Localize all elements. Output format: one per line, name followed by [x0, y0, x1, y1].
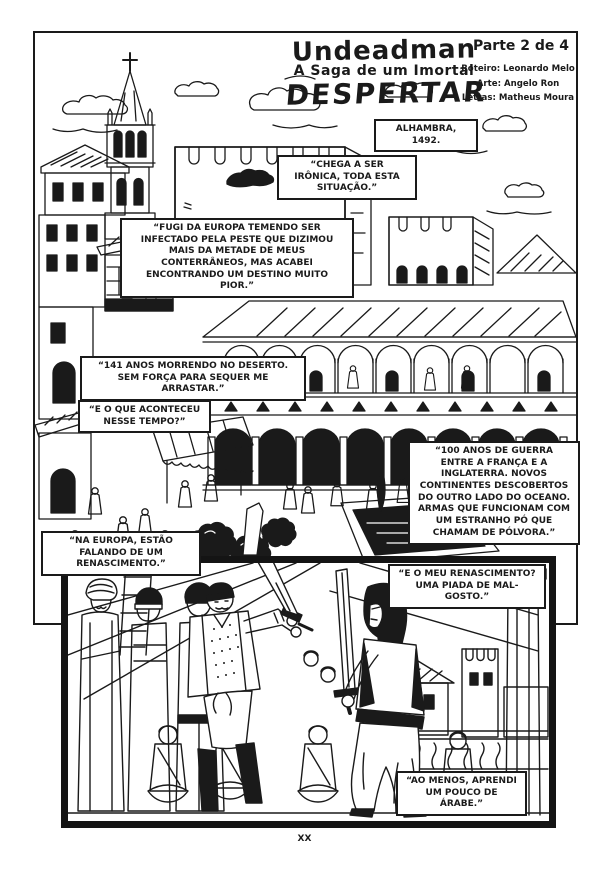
series-subtitle: A Saga de um Imortal [293, 63, 475, 79]
caption-arabic: “AO MENOS, APRENDI UM POUCO DE ÁRABE.” [396, 771, 527, 816]
caption-question: “E O QUE ACONTECEU NESSE TEMPO?” [78, 400, 211, 433]
fighter-left [188, 563, 312, 811]
credit-letterer: Letras: Matheus Moura [461, 93, 575, 104]
caption-renaissance: “NA EUROPA, ESTÃO FALANDO DE UM RENASCIMENTO.” [41, 531, 201, 576]
caption-war: “100 ANOS DE GUERRA ENTRE A FRANÇA E A INGLATERRA. NOVOS CONTINENTES DESCOBERTOS DO OUTRO LADO DO OCEANO. ARMAS QUE FUNCIONAM COM UM ESTRANHO PÓ QUE CHAMAM DE PÓLVORA.” [408, 441, 580, 545]
caption-bad-joke: “E O MEU RENASCIMENTO? UMA PIADA DE MAL-GOSTO.” [388, 564, 546, 609]
story-title: DESPERTAR [284, 75, 489, 112]
part-label: Parte 2 de 4 [472, 38, 570, 54]
caption-plague: “FUGI DA EUROPA TEMENDO SER INFECTADO PELA PESTE QUE DIZIMOU MAIS DA METADE DE MEUS CONTERRÂNEOS, MAS ACABEI ENCONTRANDO UM DESTINO MUITO PIOR.” [120, 218, 354, 298]
caption-location: ALHAMBRA, 1492. [374, 119, 478, 152]
caption-ironic: “CHEGA A SER IRÔNICA, TODA ESTA SITUAÇÃO.” [277, 155, 417, 200]
caption-desert: “141 ANOS MORRENDO NO DESERTO. SEM FORÇA PARA SEQUER ME ARRASTAR.” [80, 356, 306, 401]
alhambra-side-tower [389, 217, 576, 285]
body-on-tower [227, 169, 274, 186]
page-number: XX [297, 834, 312, 844]
credit-artist: Arte: Angelo Ron [476, 78, 560, 89]
credit-writer: Roteiro: Leonardo Melo [461, 64, 575, 74]
series-title: Undeadman [291, 34, 477, 68]
credits-block [452, 62, 584, 106]
sword-lowered [334, 569, 359, 713]
church-tower [105, 53, 155, 239]
